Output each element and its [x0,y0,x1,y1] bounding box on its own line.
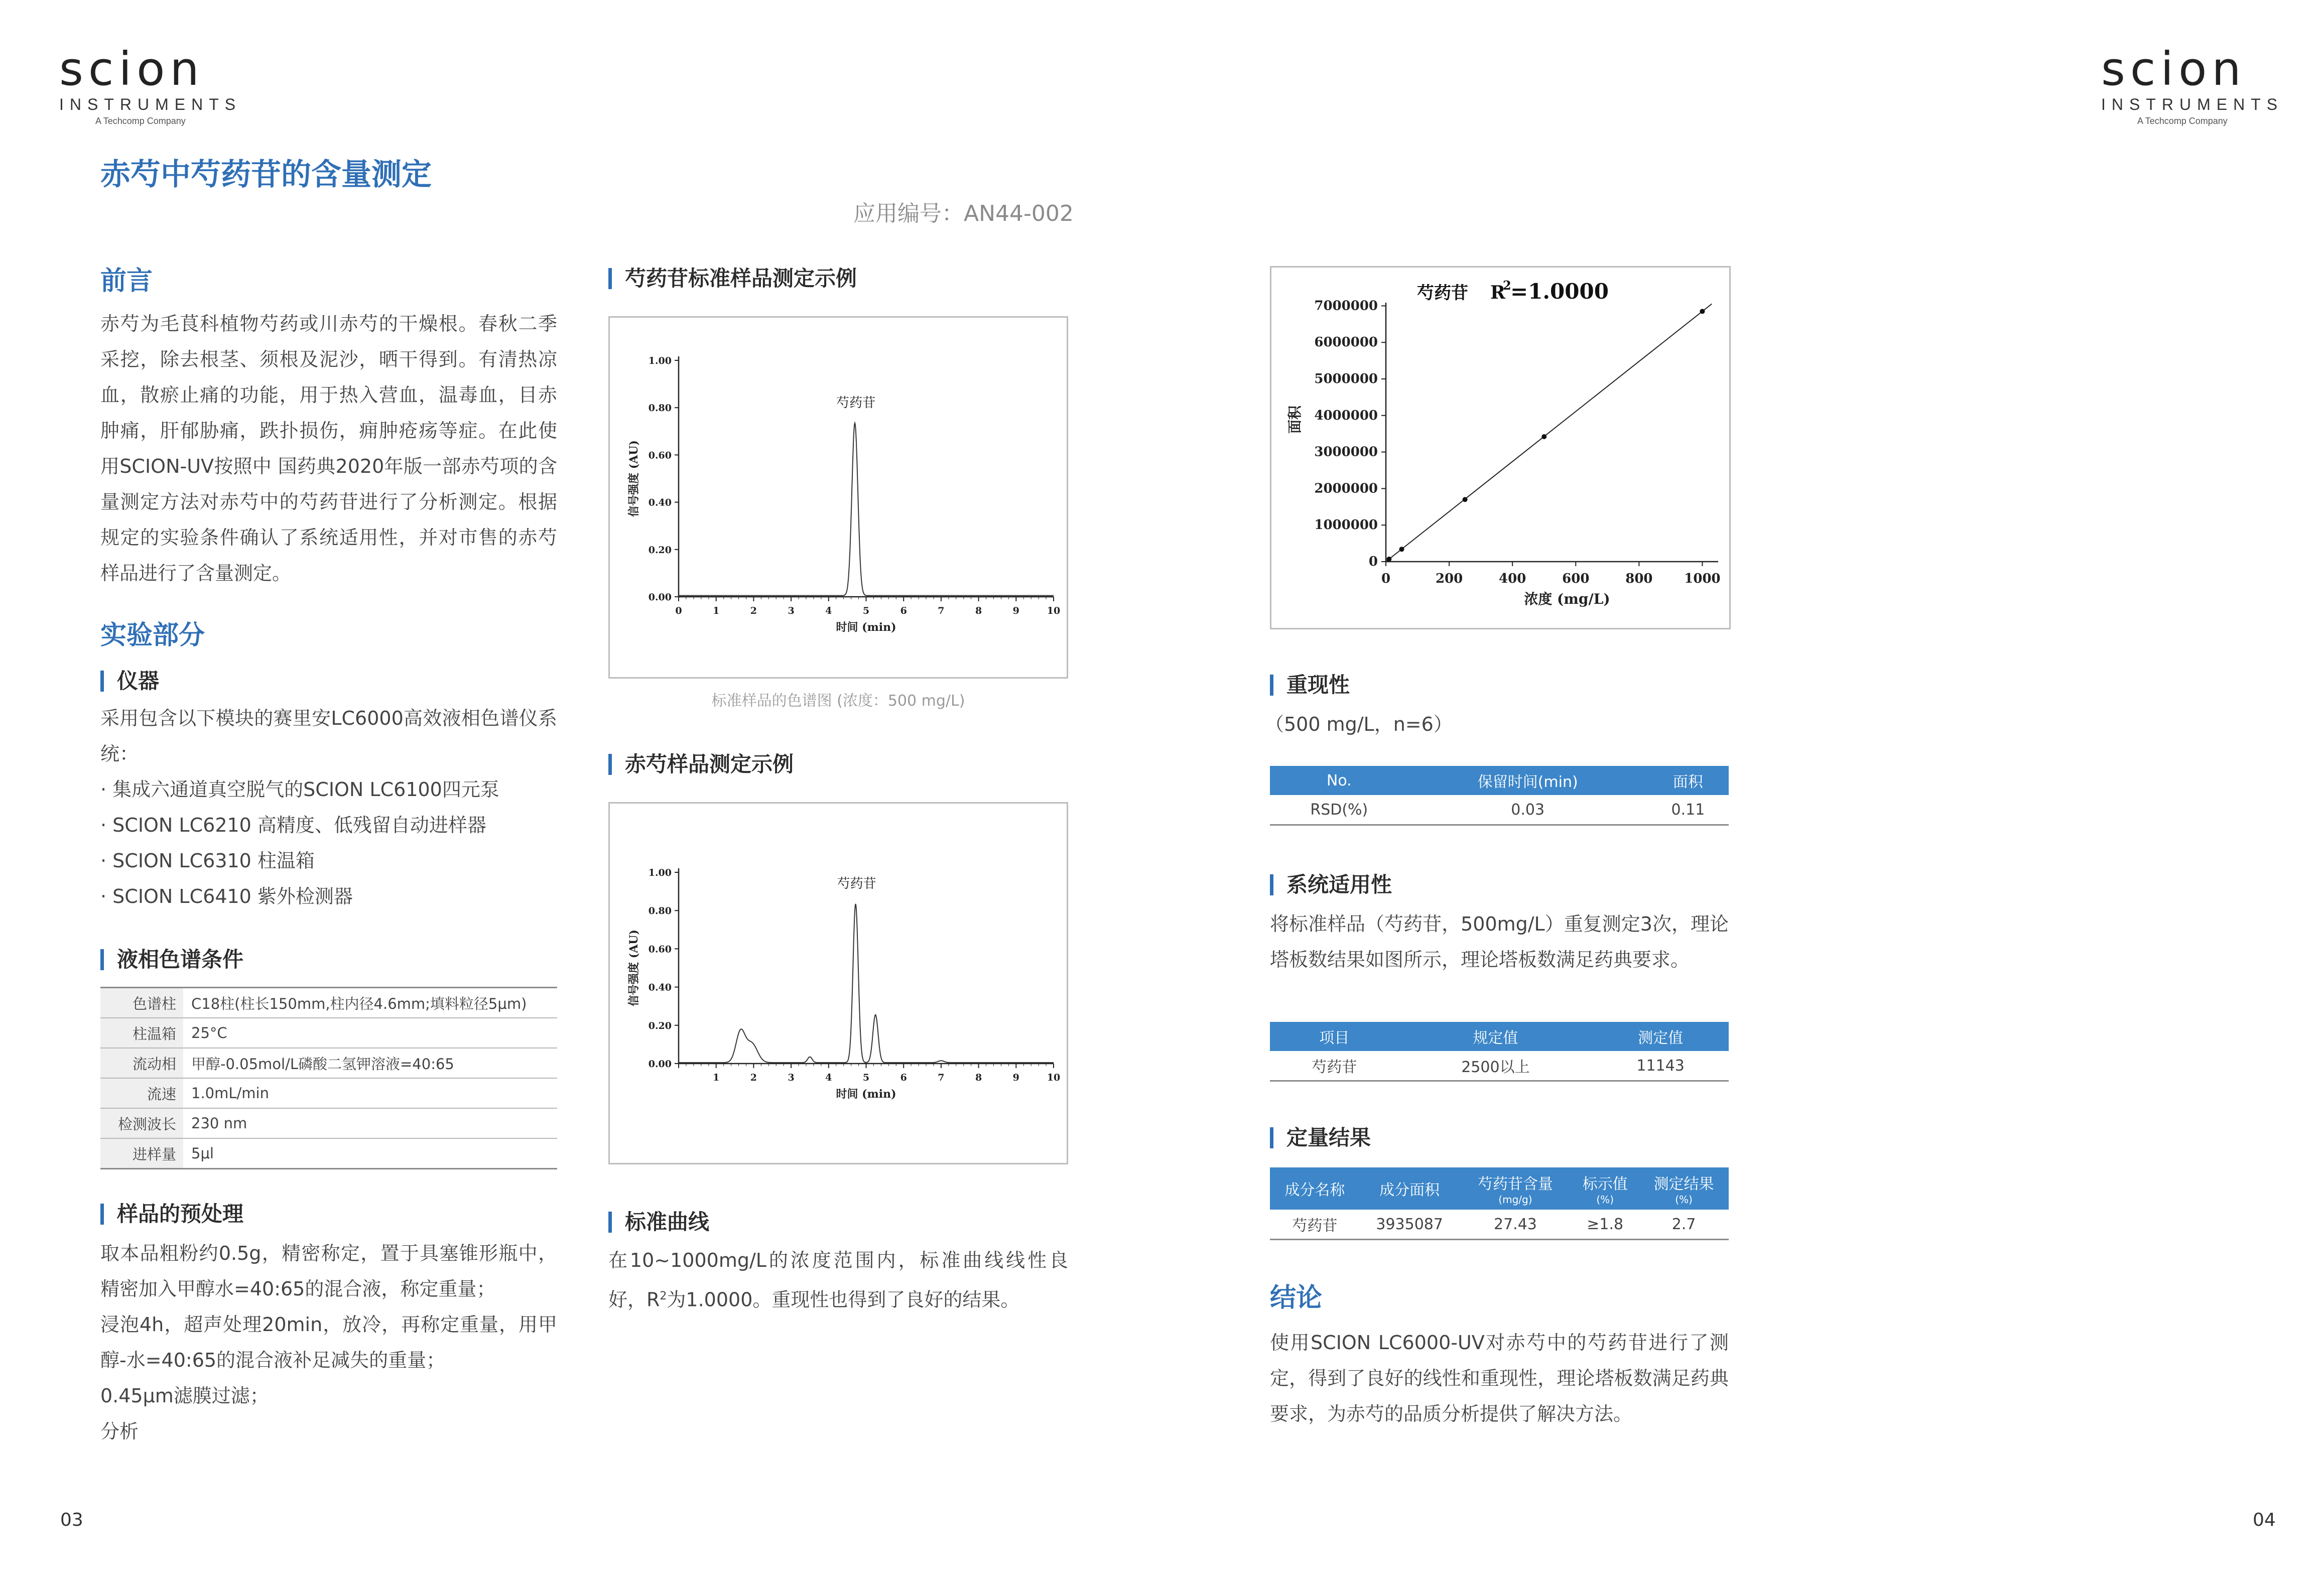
instrument-text: 采用包含以下模块的赛里安LC6000高效液相色谱仪系统： [100,707,557,765]
x-tick-label: 0 [1381,571,1391,586]
y-tick-label: 2000000 [1314,481,1378,496]
condition-key: 流速 [100,1078,183,1108]
table-cell: 11143 [1592,1051,1729,1081]
standard-chromatogram [610,318,1067,677]
x-tick-label: 7 [938,605,945,616]
condition-key: 色谱柱 [100,988,183,1018]
suitability-text: 将标准样品（芍药苷，500mg/L）重复测定3次，理论塔板数结果如图所示，理论塔板数满足药典要求。 [1270,913,1729,971]
x-tick-label: 10 [1047,1072,1061,1083]
y-tick-label: 6000000 [1314,335,1378,350]
data-point [1463,497,1468,502]
x-tick-label: 6 [900,605,907,616]
column-unit: (mg/g) [1498,1194,1532,1206]
table-cell: 27.43 [1460,1210,1572,1240]
y-tick-label: 0.60 [648,944,672,955]
column-header: 项目 [1270,1022,1399,1051]
y-axis-label: 信号强度 (AU) [627,930,640,1006]
conclusion-text: 使用SCION LC6000-UV对赤芍中的芍药苷进行了测定，得到了良好的线性和重现性，理论塔板数满足药典要求，为赤芍的品质分析提供了解决方法。 [1270,1332,1729,1425]
column-unit: (%) [1675,1194,1693,1206]
y-tick-label: 0.00 [648,1059,672,1070]
y-tick-label: 0.20 [648,1020,672,1031]
x-axis-label: 时间 (min) [836,1088,896,1101]
condition-key: 柱温箱 [100,1018,183,1048]
x-tick-label: 10 [1047,605,1061,616]
logo-wordmark: scion [2101,42,2246,96]
x-tick-label: 2 [750,605,757,616]
x-tick-label: 3 [788,1072,795,1083]
table-row [100,988,557,1018]
x-tick-label: 1 [713,1072,720,1083]
table-row [100,1108,557,1138]
condition-value: 1.0mL/min [183,1078,557,1108]
logo-tagline: A Techcomp Company [95,116,186,126]
repeatability-heading: 重现性 [1270,675,1350,696]
table-cell: 芍药苷 [1270,1210,1360,1240]
prep-step: 0.45μm滤膜过滤； [100,1385,269,1407]
calibration-curve [1271,268,1729,628]
condition-key: 检测波长 [100,1108,183,1138]
table-cell: 2.7 [1639,1210,1729,1240]
fit-line [1386,304,1712,562]
x-tick-label: 9 [1012,1072,1019,1083]
intro-text: 赤芍为毛茛科植物芍药或川赤芍的干燥根。春秋二季采挖，除去根茎、须根及泥沙，晒干得到。有清热凉血，散瘀止痛的功能，用于热入营血，温毒血，目赤肿痛，肝郁胁痛，跌扑损伤，痈肿疮疡等症。在此使用SCION-UV按照中 国药典2020年版一部赤芍项的含量测定方法对赤芍中的芍药苷进行了分析测定。根据规定的实验条件确认了系统适用性，并对市售的赤芍样品进行了含量测定。 [100,313,557,584]
table-cell: RSD(%) [1270,795,1408,825]
data-point [1700,309,1705,314]
sample-chromatogram [610,804,1067,1163]
x-tick-label: 5 [862,1072,870,1083]
prep-step: 浸泡4h，超声处理20min，放冷，再称定重量，用甲醇-水=40:65的混合液补足减失的重量； [100,1313,557,1371]
condition-value: 甲醇-0.05mol/L磷酸二氢钾溶液=40:65 [183,1048,557,1078]
x-tick-label: 2 [750,1072,757,1083]
r-squared-value: =1.0000 [1510,279,1609,304]
data-point [1386,557,1391,562]
legend-label: 芍药苷 [1417,283,1468,303]
signal-trace [679,904,1054,1063]
y-tick-label: 0.80 [648,905,672,917]
x-tick-label: 800 [1625,571,1653,586]
prep-text [100,1236,557,1450]
x-tick-label: 5 [862,605,870,616]
y-tick-label: 0.40 [648,982,672,993]
y-tick-label: 5000000 [1314,371,1378,386]
condition-value: 230 nm [183,1108,557,1138]
column-header: 成分面积 [1360,1167,1460,1210]
table-row [1270,1051,1729,1081]
page-number-right: 04 [2253,1510,2276,1530]
table-cell: ≥1.8 [1571,1210,1639,1240]
y-tick-label: 0.60 [648,450,672,461]
quant-table [1270,1167,1729,1240]
x-tick-label: 1 [713,605,720,616]
r-squared-label: R [1490,282,1505,303]
curve-text-b: 为1.0000。重现性也得到了良好的结果。 [667,1288,1020,1311]
conditions-table [100,987,557,1169]
peak-annotation: 芍药苷 [837,876,876,891]
table-row [100,1018,557,1048]
x-tick-label: 7 [938,1072,945,1083]
logo-instruments: INSTRUMENTS [59,95,242,113]
page-number-left: 03 [60,1510,83,1530]
table-cell: 3935087 [1360,1210,1460,1240]
y-tick-label: 7000000 [1314,298,1378,314]
table-header-row [1270,1022,1729,1051]
x-tick-label: 3 [788,605,795,616]
prep-step: 取本品粗粉约0.5g，精密称定，置于具塞锥形瓶中，精密加入甲醇水=40:65的混合液，称定重量； [100,1242,557,1300]
curve-text [608,1243,1068,1318]
table-cell: 0.11 [1647,795,1729,825]
y-tick-label: 1.00 [648,355,672,366]
repeatability-table [1270,766,1729,826]
x-tick-label: 8 [975,1072,982,1083]
suitability-heading: 系统适用性 [1270,874,1392,895]
x-tick-label: 600 [1562,571,1590,586]
prep-heading: 样品的预处理 [100,1204,243,1225]
logo-tagline: A Techcomp Company [2137,116,2228,126]
y-tick-label: 0 [1368,554,1378,569]
column-header: 成分名称 [1270,1167,1360,1210]
y-axis-label: 面积 [1286,405,1303,434]
x-axis-label: 时间 (min) [836,621,896,634]
y-tick-label: 1.00 [648,867,672,878]
list-item: · SCION LC6410 紫外检测器 [100,885,353,907]
x-tick-label: 0 [675,605,682,616]
condition-value: 5μl [183,1138,557,1169]
x-tick-label: 9 [1012,605,1019,616]
x-tick-label: 400 [1499,571,1526,586]
sample-chart-frame [608,802,1068,1164]
repeatability-subtitle: （500 mg/L，n=6） [1265,713,1453,735]
column-header: 测定值 [1592,1022,1729,1051]
logo-right [2101,42,2284,126]
column-unit: (%) [1596,1194,1614,1206]
list-item: · SCION LC6210 高精度、低残留自动进样器 [100,814,486,836]
table-row [100,1048,557,1078]
sample-heading: 赤芍样品测定示例 [608,754,794,775]
table-header-row [1270,1167,1729,1210]
table-header-row [1270,766,1729,795]
std-heading: 芍药苷标准样品测定示例 [608,268,857,289]
signal-trace [679,423,1054,596]
module-list [100,772,557,914]
page-title: 赤芍中芍药苷的含量测定 [100,157,432,192]
column-header: 保留时间(min) [1408,766,1647,795]
curve-heading: 标准曲线 [608,1212,709,1233]
column-header: 面积 [1647,766,1729,795]
logo-left [59,42,242,126]
condition-value: C18柱(柱长150mm,柱内径4.6mm;填料粒径5μm) [183,988,557,1018]
calibration-chart-frame [1270,266,1731,629]
std-caption: 标准样品的色谱图 (浓度：500 mg/L) [711,692,965,710]
table-row [100,1138,557,1169]
table-row [100,1078,557,1108]
x-tick-label: 8 [975,605,982,616]
y-tick-label: 0.20 [648,544,672,556]
column-header: 测定结果 (%) [1639,1167,1729,1210]
peak-annotation: 芍药苷 [836,396,876,411]
suitability-table [1270,1022,1729,1082]
condition-value: 25°C [183,1018,557,1048]
list-item: · 集成六通道真空脱气的SCION LC6100四元泵 [100,778,499,801]
data-point [1399,547,1404,552]
curve-text-sup: 2 [660,1290,667,1302]
column-header: 规定值 [1399,1022,1593,1051]
quant-heading: 定量结果 [1270,1127,1371,1148]
x-tick-label: 4 [825,1072,832,1083]
y-axis-label: 信号强度 (AU) [627,440,640,517]
table-cell: 2500以上 [1399,1051,1593,1081]
x-tick-label: 4 [825,605,832,616]
application-number: 应用编号：AN44-002 [853,201,1074,226]
x-axis-label: 浓度 (mg/L) [1524,591,1610,607]
std-chart-frame [608,316,1068,679]
prep-step: 分析 [100,1420,139,1442]
y-tick-label: 1000000 [1314,517,1378,533]
table-row [1270,1210,1729,1240]
column-header: No. [1270,766,1408,795]
column-header: 标示值 (%) [1571,1167,1639,1210]
r-squared-exponent: 2 [1503,278,1511,293]
x-tick-label: 200 [1435,571,1463,586]
list-item: · SCION LC6310 柱温箱 [100,850,315,872]
logo-instruments: INSTRUMENTS [2101,95,2284,113]
condition-key: 流动相 [100,1048,183,1078]
x-tick-label: 6 [900,1072,907,1083]
conclusion-heading: 结论 [1270,1283,1323,1313]
curve-text-a: 在10~1000mg/L的浓度范围内，标准曲线线性良好，R [608,1249,1068,1311]
table-cell: 芍药苷 [1270,1051,1399,1081]
table-cell: 0.03 [1408,795,1647,825]
condition-key: 进样量 [100,1138,183,1169]
table-row [1270,795,1729,825]
y-tick-label: 0.00 [648,592,672,603]
y-tick-label: 4000000 [1314,408,1378,423]
conditions-heading: 液相色谱条件 [100,949,243,970]
experiment-heading: 实验部分 [100,620,205,650]
instrument-heading: 仪器 [100,671,159,692]
data-point [1541,434,1546,439]
intro-heading: 前言 [100,266,153,296]
column-header: 芍药苷含量 (mg/g) [1460,1167,1572,1210]
y-tick-label: 0.80 [648,403,672,414]
y-tick-label: 3000000 [1314,444,1378,460]
logo-wordmark: scion [59,42,204,96]
x-tick-label: 1000 [1684,571,1721,586]
y-tick-label: 0.40 [648,497,672,508]
